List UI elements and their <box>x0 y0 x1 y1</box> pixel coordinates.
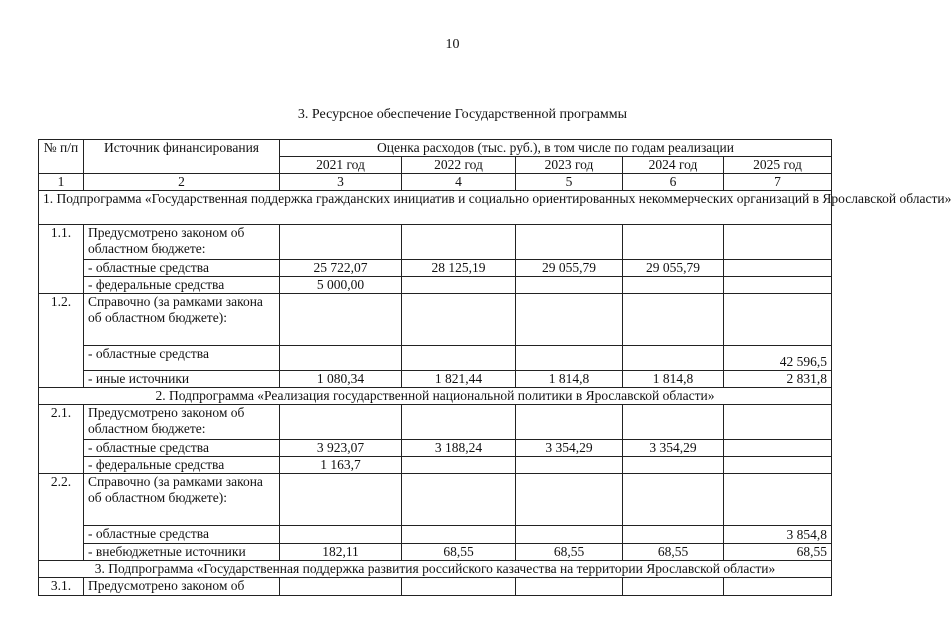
value-cell: 68,55 <box>623 544 724 561</box>
item-number: 1.1. <box>39 225 84 294</box>
header-row <box>39 140 832 157</box>
column-numbers-row <box>39 174 832 191</box>
funding-row <box>39 371 832 388</box>
header-num: № п/п <box>39 140 84 174</box>
item-row <box>39 294 832 346</box>
value-cell: 3 854,8 <box>724 526 832 544</box>
item-number: 1.2. <box>39 294 84 388</box>
value-cell <box>402 346 516 371</box>
item-number: 2.2. <box>39 474 84 561</box>
column-number: 6 <box>623 174 724 191</box>
item-label: Предусмотрено законом об областном бюджете: <box>84 405 280 440</box>
subprogram-title: 3. Подпрограмма «Государственная поддержка развития российского казачества на территории Ярославской области» <box>39 561 832 578</box>
section-title: 3. Ресурсное обеспечение Государственной программы <box>297 107 628 122</box>
value-cell: 1 163,7 <box>280 457 402 474</box>
funding-source-label: - федеральные средства <box>84 277 280 294</box>
item-number: 2.1. <box>39 405 84 474</box>
column-number: 4 <box>402 174 516 191</box>
value-cell: 1 814,8 <box>516 371 623 388</box>
subprogram-title: 2. Подпрограмма «Реализация государственной национальной политики в Ярославской области» <box>39 388 832 405</box>
funding-row <box>39 277 832 294</box>
budget-table <box>38 139 951 596</box>
value-cell <box>623 526 724 544</box>
value-cell: 3 354,29 <box>623 440 724 457</box>
value-cell <box>724 260 832 277</box>
value-cell: 42 596,5 <box>724 346 832 371</box>
value-cell <box>280 526 402 544</box>
value-cell: 1 080,34 <box>280 371 402 388</box>
header-year: 2025 год <box>724 157 832 174</box>
item-row <box>39 405 832 440</box>
value-cell: 1 814,8 <box>623 371 724 388</box>
value-cell <box>516 346 623 371</box>
header-year: 2024 год <box>623 157 724 174</box>
value-cell: 25 722,07 <box>280 260 402 277</box>
value-cell <box>623 277 724 294</box>
value-cell: 29 055,79 <box>516 260 623 277</box>
subprogram-title: 1. Подпрограмма «Государственная поддержка гражданских инициатив и социально ориентированных некоммерческих организаций в Ярославской области» <box>39 191 832 225</box>
header-estimate: Оценка расходов (тыс. руб.), в том числе по годам реализации <box>280 140 832 157</box>
value-cell <box>516 526 623 544</box>
item-label: Справочно (за рамками закона об областном бюджете): <box>84 474 280 526</box>
value-cell <box>402 457 516 474</box>
column-number: 5 <box>516 174 623 191</box>
column-number: 2 <box>84 174 280 191</box>
item-label: Предусмотрено законом об <box>84 578 280 596</box>
column-number: 3 <box>280 174 402 191</box>
value-cell: 3 354,29 <box>516 440 623 457</box>
value-cell <box>724 457 832 474</box>
value-cell: 28 125,19 <box>402 260 516 277</box>
value-cell <box>623 457 724 474</box>
item-label: Справочно (за рамками закона об областном бюджете): <box>84 294 280 346</box>
item-row <box>39 474 832 526</box>
header-year: 2023 год <box>516 157 623 174</box>
value-cell: 2 831,8 <box>724 371 832 388</box>
value-cell: 29 055,79 <box>623 260 724 277</box>
header-year: 2021 год <box>280 157 402 174</box>
item-label: Предусмотрено законом об областном бюджете: <box>84 225 280 260</box>
header-year: 2022 год <box>402 157 516 174</box>
funding-source-label: - иные источники <box>84 371 280 388</box>
funding-row <box>39 260 832 277</box>
funding-source-label: - областные средства <box>84 526 280 544</box>
header-source: Источник финансирования <box>84 140 280 174</box>
value-cell: 68,55 <box>724 544 832 561</box>
subprogram-title-row <box>39 561 832 578</box>
funding-row <box>39 346 832 371</box>
value-cell: 5 000,00 <box>280 277 402 294</box>
value-cell: 68,55 <box>402 544 516 561</box>
funding-source-label: - областные средства <box>84 346 280 371</box>
item-row <box>39 578 832 596</box>
funding-source-label: - федеральные средства <box>84 457 280 474</box>
item-row <box>39 225 832 260</box>
value-cell <box>623 346 724 371</box>
value-cell <box>724 277 832 294</box>
funding-source-label: - областные средства <box>84 260 280 277</box>
funding-row <box>39 526 832 544</box>
value-cell: 3 923,07 <box>280 440 402 457</box>
funding-row <box>39 440 832 457</box>
subprogram-title-row <box>39 191 832 225</box>
value-cell <box>402 526 516 544</box>
funding-row <box>39 457 832 474</box>
value-cell: 68,55 <box>516 544 623 561</box>
item-number: 3.1. <box>39 578 84 596</box>
value-cell <box>402 277 516 294</box>
funding-source-label: - внебюджетные источники <box>84 544 280 561</box>
column-number: 7 <box>724 174 832 191</box>
page-number: 10 <box>445 37 460 52</box>
value-cell: 1 821,44 <box>402 371 516 388</box>
value-cell: 182,11 <box>280 544 402 561</box>
value-cell <box>280 346 402 371</box>
value-cell: 3 188,24 <box>402 440 516 457</box>
value-cell <box>516 457 623 474</box>
value-cell <box>516 277 623 294</box>
funding-row <box>39 544 832 561</box>
subprogram-title-row <box>39 388 832 405</box>
value-cell <box>724 440 832 457</box>
funding-source-label: - областные средства <box>84 440 280 457</box>
column-number: 1 <box>39 174 84 191</box>
